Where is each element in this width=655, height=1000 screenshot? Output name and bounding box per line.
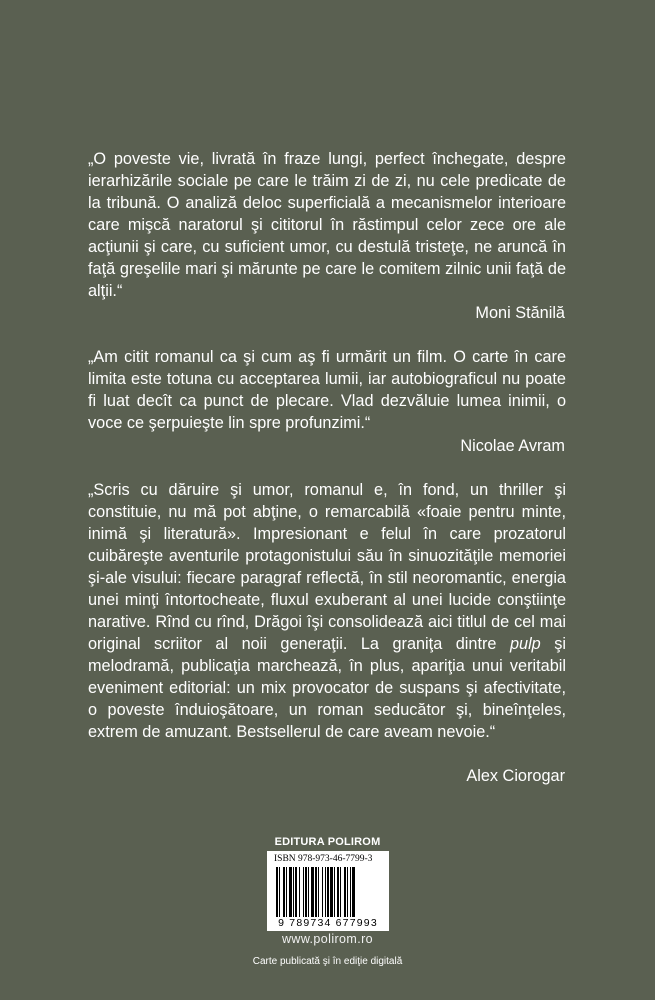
review-author-1: Moni Stănilă [475, 304, 565, 322]
barcode-bar [303, 867, 304, 917]
review-author-3: Alex Ciorogar [466, 767, 565, 785]
barcode-bar [340, 867, 341, 917]
barcode-bar [305, 867, 307, 917]
barcode-bar [327, 867, 329, 917]
barcode-bar [276, 867, 278, 917]
review-quote-3-italic-word: pulp [509, 635, 541, 653]
review-quote-2: „Am citit romanul ca şi cum aş fi urmărit un film. O carte în care limita este totuna cu acceptarea lumii, iar autobiograficul nu poate fi luat decît ca punct de plecare. Vlad dezvăluie lumea inimii, o voce ce şerpuieşte lin spre profunzimi.“ [88, 348, 566, 432]
barcode-bar [347, 867, 348, 917]
barcode-bar [279, 867, 280, 917]
barcode-bar [337, 867, 339, 917]
barcode-bar [315, 867, 317, 917]
barcode-bar [322, 867, 323, 917]
review-quote-1: „O poveste vie, livrată în fraze lungi, perfect închegate, despre ierarhizările sociale pe care le trăim zi de zi, nu cele predicate de la tribună. O analiză deloc superficială a mecanismelor interioare care mişcă naratorul şi cititorul în răstimpul celor zece ore ale acţiunii şi care, cu suficient umor, cu destulă tristeţe, ne aruncă în faţă greşelile mari şi mărunte pe care le comitem zilnic unii faţă de alţii.“ [88, 150, 566, 300]
barcode-bar [352, 867, 355, 917]
barcode-bar [293, 867, 294, 917]
review-author-2: Nicolae Avram [460, 437, 565, 455]
isbn-label: ISBN 978-973-46-7799-3 [274, 854, 373, 864]
publisher-name: EDITURA POLIROM [274, 836, 381, 848]
barcode-bar [308, 867, 309, 917]
barcode-bar [344, 867, 346, 917]
barcode-bar [295, 867, 297, 917]
barcode-bar [283, 867, 285, 917]
barcode-bar [325, 867, 326, 917]
barcode-bar [318, 867, 319, 917]
publisher-website: www.polirom.ro [281, 932, 374, 946]
barcode-bar [330, 867, 333, 917]
review-quote-3-part-1: „Scris cu dăruire şi umor, romanul e, în fond, un thriller şi constituie, nu mă pot abţine, o remarcabilă «foaie pentru minte, inimă şi literatură». Impresionant e felul în care prozatorul cuibăreşte aventurile protagonistului său în sinuozităţile memoriei şi-ale visului: fiecare paragraf reflectă, în stil neoromantic, energia unei minţi întortocheate, fluxul exuberant al unei lucide conştiinţe narative. Rînd cu rînd, Drăgoi îşi consolidează aici titlul de cel mai original scriitor al noii generaţii. La graniţa dintre [88, 481, 566, 653]
barcode-block [267, 851, 389, 931]
barcode-bar [350, 867, 351, 917]
review-quote-3 [88, 479, 566, 743]
digital-edition-note: Carte publicată şi în ediţie digitală [252, 956, 403, 967]
ean-digits: 9 789734 677993 [278, 917, 378, 929]
barcode-icon [275, 867, 381, 917]
review-quote-3-part-2: şi melodramă, publicaţia marchează, în plus, apariţia unui veritabil eveniment editorial: un mix provocator de suspans şi afectivitate, o poveste înduioşătoare, un roman seducător şi, bineînţeles, extrem de amuzant. Bestsellerul de care aveam nevoie.“ [88, 635, 566, 741]
barcode-bar [311, 867, 314, 917]
barcode-bar [289, 867, 292, 917]
barcode-bar [334, 867, 335, 917]
barcode-bar [286, 867, 287, 917]
barcode-bar [299, 867, 300, 917]
